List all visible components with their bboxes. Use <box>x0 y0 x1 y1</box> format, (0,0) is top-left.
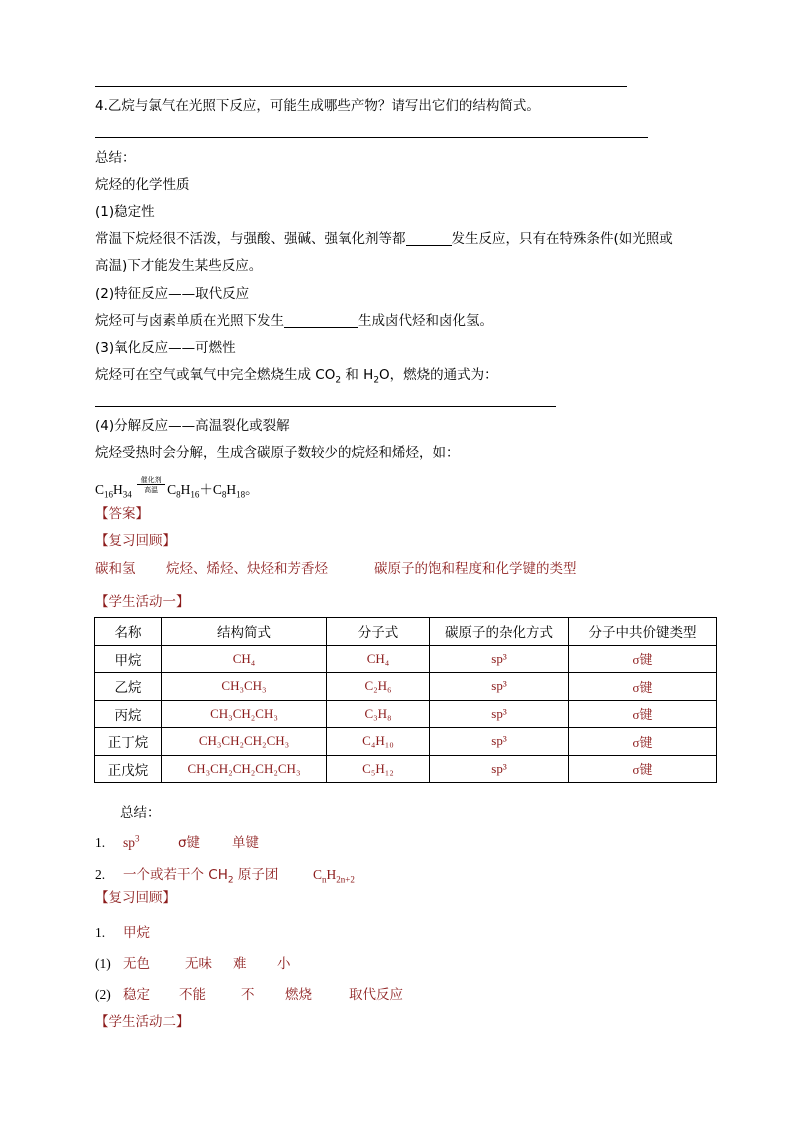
cell-bond: σ键 <box>569 700 717 728</box>
review-answer: 碳和氢 <box>95 561 136 577</box>
superscript: 3 <box>135 833 140 844</box>
cell-name: 甲烷 <box>95 645 162 673</box>
cell-bond: σ键 <box>569 755 717 783</box>
cell-name: 正戊烷 <box>95 755 162 783</box>
cell-name: 丙烷 <box>95 700 162 728</box>
subscript: 18 <box>236 489 246 500</box>
cell-bond: σ键 <box>569 728 717 756</box>
summary-answer: sp <box>123 835 136 850</box>
review-heading: 【复习回顾】 <box>95 533 176 549</box>
subscript: 16 <box>190 489 200 500</box>
table-row <box>95 700 717 728</box>
substitution-text-b: 生成卤代烃和卤化氢。 <box>358 313 493 329</box>
cell-formula: C₄H₁₀ <box>327 728 430 756</box>
stability-text-b: 发生反应，只有在特殊条件(如光照或 <box>451 231 673 247</box>
cell-formula: C₃H₈ <box>327 700 430 728</box>
subscript: 8 <box>176 489 181 500</box>
property-answer: 取代反应 <box>349 987 403 1003</box>
cell-hybrid: sp³ <box>430 728 569 756</box>
question-4: 4.乙烷与氯气在光照下反应，可能生成哪些产物？请写出它们的结构简式。 <box>95 98 540 114</box>
summary-answer: 原子团 <box>233 867 279 883</box>
alkane-chem-heading: 烷烃的化学性质 <box>95 177 190 193</box>
substitution-text-a: 烷烃可与卤素单质在光照下发生 <box>95 313 284 329</box>
answer-heading: 【答案】 <box>95 506 149 522</box>
eq-text: C <box>95 482 105 497</box>
property-answer: 不能 <box>179 987 206 1003</box>
summary-answer: 单键 <box>232 835 259 851</box>
review-heading-2: 【复习回顾】 <box>95 890 176 906</box>
fill-blank <box>406 231 452 246</box>
cell-bond: σ键 <box>569 645 717 673</box>
property-answer: 小 <box>277 956 291 972</box>
stability-title: (1)稳定性 <box>95 204 155 220</box>
subscript: 2n+2 <box>336 874 355 885</box>
eq-text: C <box>212 482 222 497</box>
stability-text-c: 高温)下才能发生某些反应。 <box>95 258 263 274</box>
answer-line <box>95 137 648 138</box>
stability-text-a: 常温下烷烃很不活泼，与强酸、强碱、强氧化剂等都 <box>95 231 406 247</box>
fill-blank <box>284 313 358 328</box>
activity-one-heading: 【学生活动一】 <box>95 594 190 610</box>
review-answer: 烷烃、烯烃、炔烃和芳香烃 <box>166 561 328 577</box>
cracking-equation <box>95 478 259 499</box>
list-number: 2. <box>95 867 106 882</box>
list-number: (2) <box>95 987 111 1002</box>
property-answer: 无味 <box>185 956 212 972</box>
table-row <box>95 673 717 701</box>
property-answer: 难 <box>233 956 247 972</box>
table-header: 分子式 <box>327 618 430 646</box>
oxidation-title: (3)氧化反应——可燃性 <box>95 340 236 356</box>
cell-struct: CH₃CH₃ <box>162 673 327 701</box>
substitution-title: (2)特征反应——取代反应 <box>95 286 250 302</box>
methane-item <box>95 924 150 942</box>
stability-line <box>95 230 673 248</box>
cell-hybrid: sp³ <box>430 673 569 701</box>
summary-answer: C <box>313 867 323 882</box>
oxidation-text-a: 烷烃可在空气或氧气中完全燃烧生成 CO <box>95 367 336 383</box>
subscript: n <box>322 874 327 885</box>
summary-item-2 <box>95 866 355 884</box>
property-answer: 稳定 <box>123 987 150 1003</box>
summary-item-1 <box>95 834 259 852</box>
cell-name: 正丁烷 <box>95 728 162 756</box>
subscript: 16 <box>104 489 114 500</box>
table-row <box>95 728 717 756</box>
property-answer: 不 <box>241 987 255 1003</box>
eq-plus: ＋ <box>199 482 213 497</box>
alkane-table <box>94 617 717 783</box>
cell-struct: CH₃CH₂CH₂CH₃ <box>162 728 327 756</box>
eq-text: 。 <box>245 482 259 497</box>
eq-text: H <box>180 482 191 497</box>
cell-hybrid: sp³ <box>430 755 569 783</box>
summary-answer: σ键 <box>178 835 201 851</box>
eq-text: H <box>113 482 123 497</box>
cell-struct: CH₄ <box>162 645 327 673</box>
answer-line <box>95 86 627 87</box>
table-header: 名称 <box>95 618 162 646</box>
property-answer: 燃烧 <box>285 987 312 1003</box>
cell-formula: C₅H₁₂ <box>327 755 430 783</box>
summary-label: 总结： <box>95 150 136 166</box>
oxidation-text-b: 和 H <box>341 367 374 383</box>
cell-formula: CH₄ <box>327 645 430 673</box>
eq-text: H <box>226 482 237 497</box>
oxidation-text-c: O，燃烧的通式为： <box>379 367 498 383</box>
decomposition-title: (4)分解反应——高温裂化或裂解 <box>95 418 290 434</box>
reaction-arrow-icon <box>137 478 165 496</box>
property-row-2 <box>95 986 403 1004</box>
subscript: 2 <box>335 375 342 386</box>
answer-line <box>95 406 556 407</box>
cell-name: 乙烷 <box>95 673 162 701</box>
activity-two-heading: 【学生活动二】 <box>95 1014 190 1030</box>
cell-formula: C₂H₆ <box>327 673 430 701</box>
table-row <box>95 645 717 673</box>
cell-hybrid: sp³ <box>430 700 569 728</box>
table-row <box>95 755 717 783</box>
list-number: (1) <box>95 956 111 971</box>
list-number: 1. <box>95 925 106 940</box>
summary-answer: H <box>326 867 337 882</box>
cell-struct: CH₃CH₂CH₂CH₂CH₃ <box>162 755 327 783</box>
table-header: 分子中共价键类型 <box>569 618 717 646</box>
subscript: 2 <box>373 375 380 386</box>
arrow-condition-top: 催化剂 <box>140 476 162 484</box>
arrow-condition-bottom: 高温 <box>144 486 159 494</box>
summary-answer: 一个或若干个 CH <box>123 867 228 883</box>
subscript: 8 <box>221 489 227 500</box>
subscript: 2 <box>227 875 234 886</box>
table-header-row <box>95 618 717 646</box>
table-header: 结构简式 <box>162 618 327 646</box>
review-answer: 碳原子的饱和程度和化学键的类型 <box>374 561 577 577</box>
oxidation-line <box>95 366 498 384</box>
property-answer: 无色 <box>123 956 150 972</box>
methane-label: 甲烷 <box>123 925 150 941</box>
list-number: 1. <box>95 835 106 850</box>
table-header: 碳原子的杂化方式 <box>430 618 569 646</box>
cell-hybrid: sp³ <box>430 645 569 673</box>
eq-text: C <box>167 482 177 497</box>
cell-struct: CH₃CH₂CH₃ <box>162 700 327 728</box>
subscript: 34 <box>122 489 132 500</box>
substitution-line <box>95 312 493 330</box>
decomposition-text: 烷烃受热时会分解，生成含碳原子数较少的烷烃和烯烃，如： <box>95 445 460 461</box>
property-row-1 <box>95 955 291 973</box>
summary-label-2: 总结： <box>120 805 161 821</box>
review-answers <box>95 560 577 578</box>
cell-bond: σ键 <box>569 673 717 701</box>
